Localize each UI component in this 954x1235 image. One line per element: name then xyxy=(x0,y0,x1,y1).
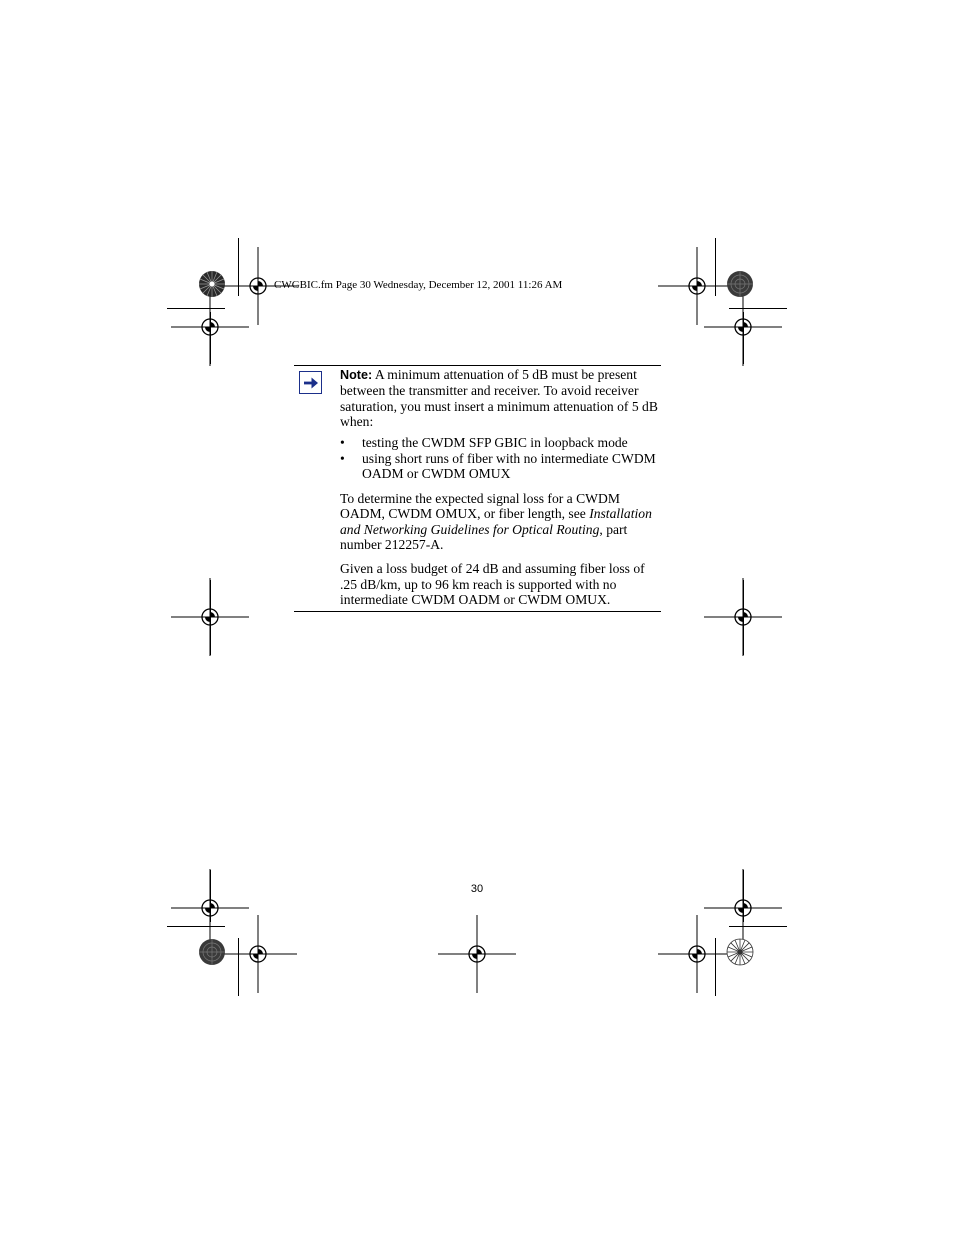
color-bar-wheel-icon xyxy=(726,270,754,298)
paragraph-text: To determine the expected signal loss for a CWDM OADM, CWDM OMUX, or fiber length, see xyxy=(340,490,620,522)
list-item-text: using short runs of fiber with no intermediate CWDM OADM or CWDM OMUX xyxy=(362,451,656,482)
registration-mark-icon xyxy=(170,577,250,657)
registration-mark-icon xyxy=(218,914,298,994)
note-intro-text: A minimum attenuation of 5 dB must be present between the transmitter and receiver. To avoid receiver saturation, you must insert a minimum attenuation of 5 dB when: xyxy=(340,367,658,430)
color-bar-wheel-icon xyxy=(198,938,226,966)
paragraph-text: , part number 212257-A. xyxy=(340,521,628,553)
registration-mark-icon xyxy=(437,914,517,994)
signal-loss-paragraph xyxy=(340,491,662,553)
list-item-text: testing the CWDM SFP GBIC in loopback mode xyxy=(362,434,628,450)
note-top-rule xyxy=(294,365,661,366)
note-content xyxy=(340,367,662,608)
bullet-icon: • xyxy=(340,434,345,450)
loss-budget-paragraph: Given a loss budget of 24 dB and assuming fiber loss of .25 dB/km, up to 96 km reach is supported with no intermediate CWDM OADM or CWDM OMUX. xyxy=(340,561,645,608)
list-item xyxy=(340,451,662,482)
note-bottom-rule xyxy=(294,611,661,612)
note-label: Note: xyxy=(340,368,373,382)
registration-mark-icon xyxy=(170,287,250,367)
registration-mark-icon xyxy=(703,287,783,367)
note-bullet-list xyxy=(340,435,662,482)
page-number: 30 xyxy=(470,883,484,895)
arrow-right-icon xyxy=(299,371,322,394)
color-bar-wheel-icon xyxy=(198,270,226,298)
file-stamp: CWGBIC.fm Page 30 Wednesday, December 12, 2001 11:26 AM xyxy=(274,279,563,291)
registration-mark-icon xyxy=(657,914,737,994)
document-title-reference: Installation and Networking Guidelines for Optical Routing xyxy=(340,506,652,537)
registration-mark-icon xyxy=(703,577,783,657)
color-bar-wheel-icon xyxy=(726,938,754,966)
note-intro xyxy=(340,367,662,430)
bullet-icon: • xyxy=(340,451,345,467)
list-item xyxy=(340,435,662,450)
